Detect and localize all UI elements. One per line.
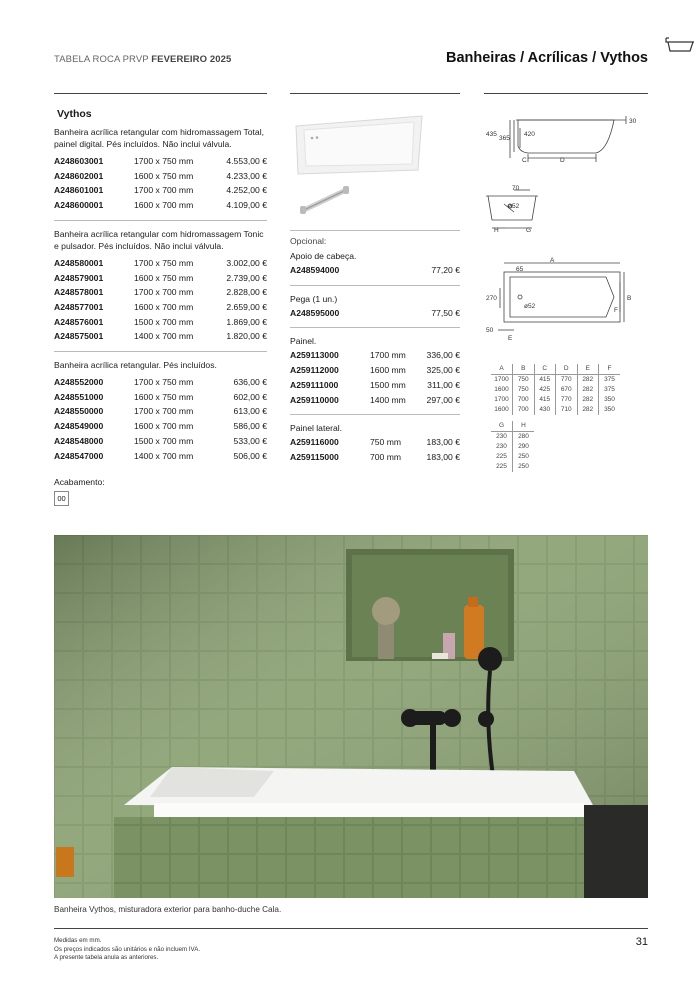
product-size: 1600 x 750 mm — [134, 170, 194, 181]
product-size: 1400 x 700 mm — [134, 331, 194, 342]
product-code: A248603001 — [54, 156, 104, 166]
table-cell: 282 — [577, 405, 599, 415]
table-cell: 282 — [577, 385, 599, 395]
product-price: 297,00 € — [426, 394, 460, 405]
handle-product-image — [290, 180, 360, 218]
divider — [290, 327, 460, 328]
dim-70: 70 — [512, 185, 520, 192]
product-size: 750 mm — [370, 437, 402, 448]
product-code: A248600001 — [54, 200, 104, 211]
dim-e: E — [508, 335, 513, 342]
product-size: 1600 x 750 mm — [134, 272, 194, 283]
price-row — [290, 378, 460, 393]
price-row — [290, 450, 460, 465]
product-code: A259111000 — [290, 379, 339, 390]
price-row — [54, 285, 267, 300]
product-code: A248602001 — [54, 170, 104, 181]
table-header-cell: E — [577, 364, 599, 375]
table-cell: 282 — [577, 375, 599, 386]
product-size: 1600 x 700 mm — [134, 301, 194, 312]
product-code: A248552000 — [54, 377, 104, 388]
product-size — [370, 306, 418, 321]
vythos-price-list — [54, 104, 267, 506]
bathtub-icon — [664, 36, 696, 54]
price-row — [54, 256, 267, 271]
footnote: A presente tabela anula as anteriores. — [54, 954, 159, 961]
product-code: A259116000 — [290, 437, 339, 448]
group-description: Banheira acrílica retangular com hidromassagem Tonic e pulsador. Pés incluídos. Não inclui válvula. — [54, 228, 264, 251]
divider — [54, 93, 267, 94]
product-code: A248575001 — [54, 331, 104, 342]
table-cell: 1700 — [494, 396, 509, 403]
price-row — [54, 198, 267, 213]
dim-420: 420 — [524, 131, 535, 138]
optional-accessories — [290, 232, 460, 465]
accessory-label: Painel. — [290, 336, 317, 347]
product-code: A248579001 — [54, 272, 104, 283]
table-cell: 670 — [556, 385, 578, 395]
accessory-label: Apoio de cabeça. — [290, 251, 357, 261]
product-price: 2.659,00 € — [226, 301, 267, 312]
product-code: A259112000 — [290, 365, 339, 376]
table-header-cell: H — [513, 421, 535, 432]
table-header-cell: G — [491, 421, 513, 432]
product-size — [370, 263, 418, 278]
table-cell: 250 — [513, 462, 535, 472]
header-edition — [54, 54, 231, 65]
price-row — [54, 315, 267, 330]
table-cell: 750 — [513, 385, 535, 395]
table-header-cell: A — [491, 364, 513, 375]
product-price: 636,00 € — [233, 377, 267, 388]
table-cell: 250 — [513, 452, 535, 462]
product-price: 183,00 € — [426, 451, 460, 462]
table-cell: 770 — [556, 395, 578, 405]
table-cell: 700 — [513, 405, 535, 415]
product-code: A248594000 — [290, 265, 340, 275]
price-row — [290, 263, 460, 278]
price-row — [290, 363, 460, 378]
table-cell: 415 — [534, 375, 556, 386]
price-row — [54, 390, 267, 405]
divider — [484, 93, 648, 94]
product-code: A259110000 — [290, 394, 339, 405]
product-size: 1700 x 750 mm — [134, 257, 194, 268]
dim-a: A — [550, 257, 555, 264]
product-price: 183,00 € — [426, 437, 460, 448]
price-row — [54, 154, 267, 169]
product-price: 533,00 € — [233, 435, 267, 446]
product-code: A259113000 — [290, 350, 339, 361]
price-row — [290, 435, 460, 450]
product-price: 325,00 € — [426, 365, 460, 376]
price-row — [54, 271, 267, 286]
dim-30: 30 — [629, 118, 637, 125]
finish-swatch: 00 — [54, 491, 69, 506]
dim-50: 50 — [486, 327, 494, 334]
product-size: 1600 x 750 mm — [134, 391, 194, 402]
dim-435: 435 — [486, 131, 497, 138]
dim-h: H — [494, 227, 499, 234]
product-price: 506,00 € — [233, 450, 267, 461]
price-row — [54, 329, 267, 344]
product-code: A259115000 — [290, 451, 339, 462]
table-header-cell: B — [513, 364, 535, 375]
product-code: A248601001 — [54, 185, 104, 196]
price-row — [54, 449, 267, 464]
divider — [290, 230, 460, 231]
product-code: A248550000 — [54, 406, 104, 417]
product-price: 586,00 € — [233, 421, 267, 432]
product-size: 1700 x 750 mm — [134, 156, 194, 166]
dim-g: G — [526, 227, 532, 234]
product-size: 1500 mm — [370, 379, 406, 390]
dim-d52-top: ø52 — [524, 303, 536, 310]
product-price: 3.002,00 € — [226, 257, 267, 268]
dim-65: 65 — [516, 266, 524, 273]
divider — [54, 928, 648, 929]
product-size: 1400 mm — [370, 394, 406, 405]
table-cell: 280 — [513, 432, 535, 443]
product-size: 1600 x 700 mm — [134, 421, 194, 432]
product-price: 336,00 € — [426, 350, 460, 361]
product-price: 2.739,00 € — [226, 272, 267, 283]
dim-f: F — [614, 307, 618, 314]
table-row — [491, 442, 534, 452]
technical-drawing — [484, 108, 644, 348]
product-code: A248580001 — [54, 257, 104, 268]
dim-d52: ø52 — [508, 203, 520, 210]
price-row — [54, 300, 267, 315]
table-header-cell: C — [534, 364, 556, 375]
table-cell: 750 — [513, 375, 535, 386]
footnotes — [54, 937, 200, 963]
dim-b: B — [627, 295, 632, 302]
product-price: 77,50 € — [431, 307, 460, 318]
product-code: A248578001 — [54, 287, 104, 298]
table-row — [491, 385, 620, 395]
product-size: 700 mm — [370, 451, 402, 462]
product-price: 2.828,00 € — [226, 287, 267, 298]
dim-365: 365 — [499, 135, 510, 142]
dim-270: 270 — [486, 295, 497, 302]
table-header — [491, 421, 534, 432]
table-cell: 350 — [599, 395, 621, 405]
product-size: 1700 x 700 mm — [134, 287, 194, 298]
side-view — [510, 116, 626, 162]
table-cell: 770 — [556, 375, 578, 386]
price-row — [54, 404, 267, 419]
divider — [54, 351, 267, 352]
product-code: A248549000 — [54, 421, 104, 432]
table-row — [491, 432, 534, 443]
bathtub-product-image — [290, 108, 460, 178]
dim-c: C — [522, 157, 527, 164]
table-cell: 1700 — [494, 376, 509, 383]
table-cell: 415 — [534, 395, 556, 405]
product-code: A248576001 — [54, 316, 104, 327]
product-code: A248551000 — [54, 391, 104, 402]
table-cell: 425 — [534, 385, 556, 395]
product-price: 1.820,00 € — [226, 331, 267, 342]
product-price: 1.869,00 € — [226, 316, 267, 327]
product-price: 613,00 € — [233, 406, 267, 417]
product-code: A248577001 — [54, 301, 104, 312]
dimensions-table — [491, 364, 620, 472]
page-number: 31 — [635, 936, 648, 948]
table-cell: 1600 — [494, 406, 509, 413]
footnote: Medidas em mm. — [54, 937, 102, 944]
group-description: Banheira acrílica retangular com hidromassagem Total, painel digital. Pés incluídos. Não inclui válvula. — [54, 127, 265, 149]
product-price: 4.553,00 € — [226, 156, 267, 166]
product-code: A248547000 — [54, 450, 104, 461]
product-price: 4.109,00 € — [226, 200, 267, 211]
product-size: 1500 x 700 mm — [134, 316, 194, 327]
top-view — [498, 263, 624, 330]
product-size: 1600 mm — [370, 365, 406, 376]
price-row — [54, 375, 267, 390]
table-cell: 225 — [496, 453, 507, 460]
divider — [290, 414, 460, 415]
table-header-cell: F — [599, 364, 621, 375]
product-price: 77,20 € — [431, 265, 460, 275]
table-cell: 430 — [534, 405, 556, 415]
price-row — [54, 434, 267, 449]
page-title: Banheiras / Acrílicas / Vythos — [445, 50, 648, 66]
table-cell: 710 — [556, 405, 578, 415]
divider — [54, 220, 267, 221]
table-cell: 230 — [496, 443, 507, 450]
table-row — [491, 405, 620, 415]
price-row — [54, 169, 267, 184]
product-code: A248595000 — [290, 307, 340, 318]
product-size: 1400 x 700 mm — [134, 450, 194, 461]
table-row — [491, 452, 534, 462]
table-cell: 375 — [599, 375, 621, 386]
price-row — [290, 348, 460, 363]
photo-caption: Banheira Vythos, misturadora exterior para banho-duche Cala. — [54, 905, 282, 914]
table-cell: 282 — [577, 395, 599, 405]
table-cell: 230 — [496, 433, 507, 440]
header-prefix: TABELA ROCA PRVP — [54, 54, 149, 65]
group-description: Banheira acrílica retangular. Pés incluídos. — [54, 360, 217, 371]
product-size: 1700 x 700 mm — [134, 406, 194, 417]
divider — [290, 93, 460, 94]
group-hydromassage-total — [54, 126, 267, 213]
price-row — [54, 419, 267, 434]
table-row — [491, 462, 534, 472]
table-header — [491, 364, 620, 375]
product-size: 1600 x 700 mm — [134, 200, 194, 211]
accessory-label: Painel lateral. — [290, 423, 343, 434]
optional-label: Opcional: — [290, 236, 327, 246]
product-price: 311,00 € — [427, 379, 460, 390]
header-date: FEVEREIRO 2025 — [151, 54, 232, 65]
product-price: 4.252,00 € — [226, 185, 267, 196]
table-cell: 290 — [513, 442, 535, 452]
table-row — [491, 375, 620, 386]
price-row — [54, 183, 267, 198]
divider — [290, 285, 460, 286]
section-title: Vythos — [57, 108, 92, 120]
finish-label: Acabamento: — [54, 477, 105, 488]
product-code: A248548000 — [54, 435, 104, 446]
product-size: 1700 mm — [370, 350, 406, 361]
product-price: 4.233,00 € — [226, 170, 267, 181]
table-cell: 225 — [496, 463, 507, 470]
table-header-cell: D — [556, 364, 578, 375]
accessory-label: Pega (1 un.) — [290, 293, 338, 304]
table-cell: 700 — [513, 395, 535, 405]
table-row — [491, 395, 620, 405]
footnote: Os preços indicados são unitários e não incluem IVA. — [54, 945, 201, 953]
dim-d: D — [560, 157, 565, 164]
group-hydromassage-tonic — [54, 228, 267, 344]
table-cell: 350 — [599, 405, 621, 415]
table-cell: 375 — [599, 385, 621, 395]
price-row — [290, 393, 460, 408]
product-size: 1700 x 700 mm — [134, 185, 194, 196]
group-standard — [54, 359, 267, 463]
product-price: 602,00 € — [233, 391, 267, 402]
price-row — [290, 306, 460, 321]
table-cell: 1600 — [494, 386, 509, 393]
product-size: 1500 x 700 mm — [134, 435, 194, 446]
bathroom-photo — [54, 535, 648, 898]
product-size: 1700 x 750 mm — [134, 377, 194, 388]
